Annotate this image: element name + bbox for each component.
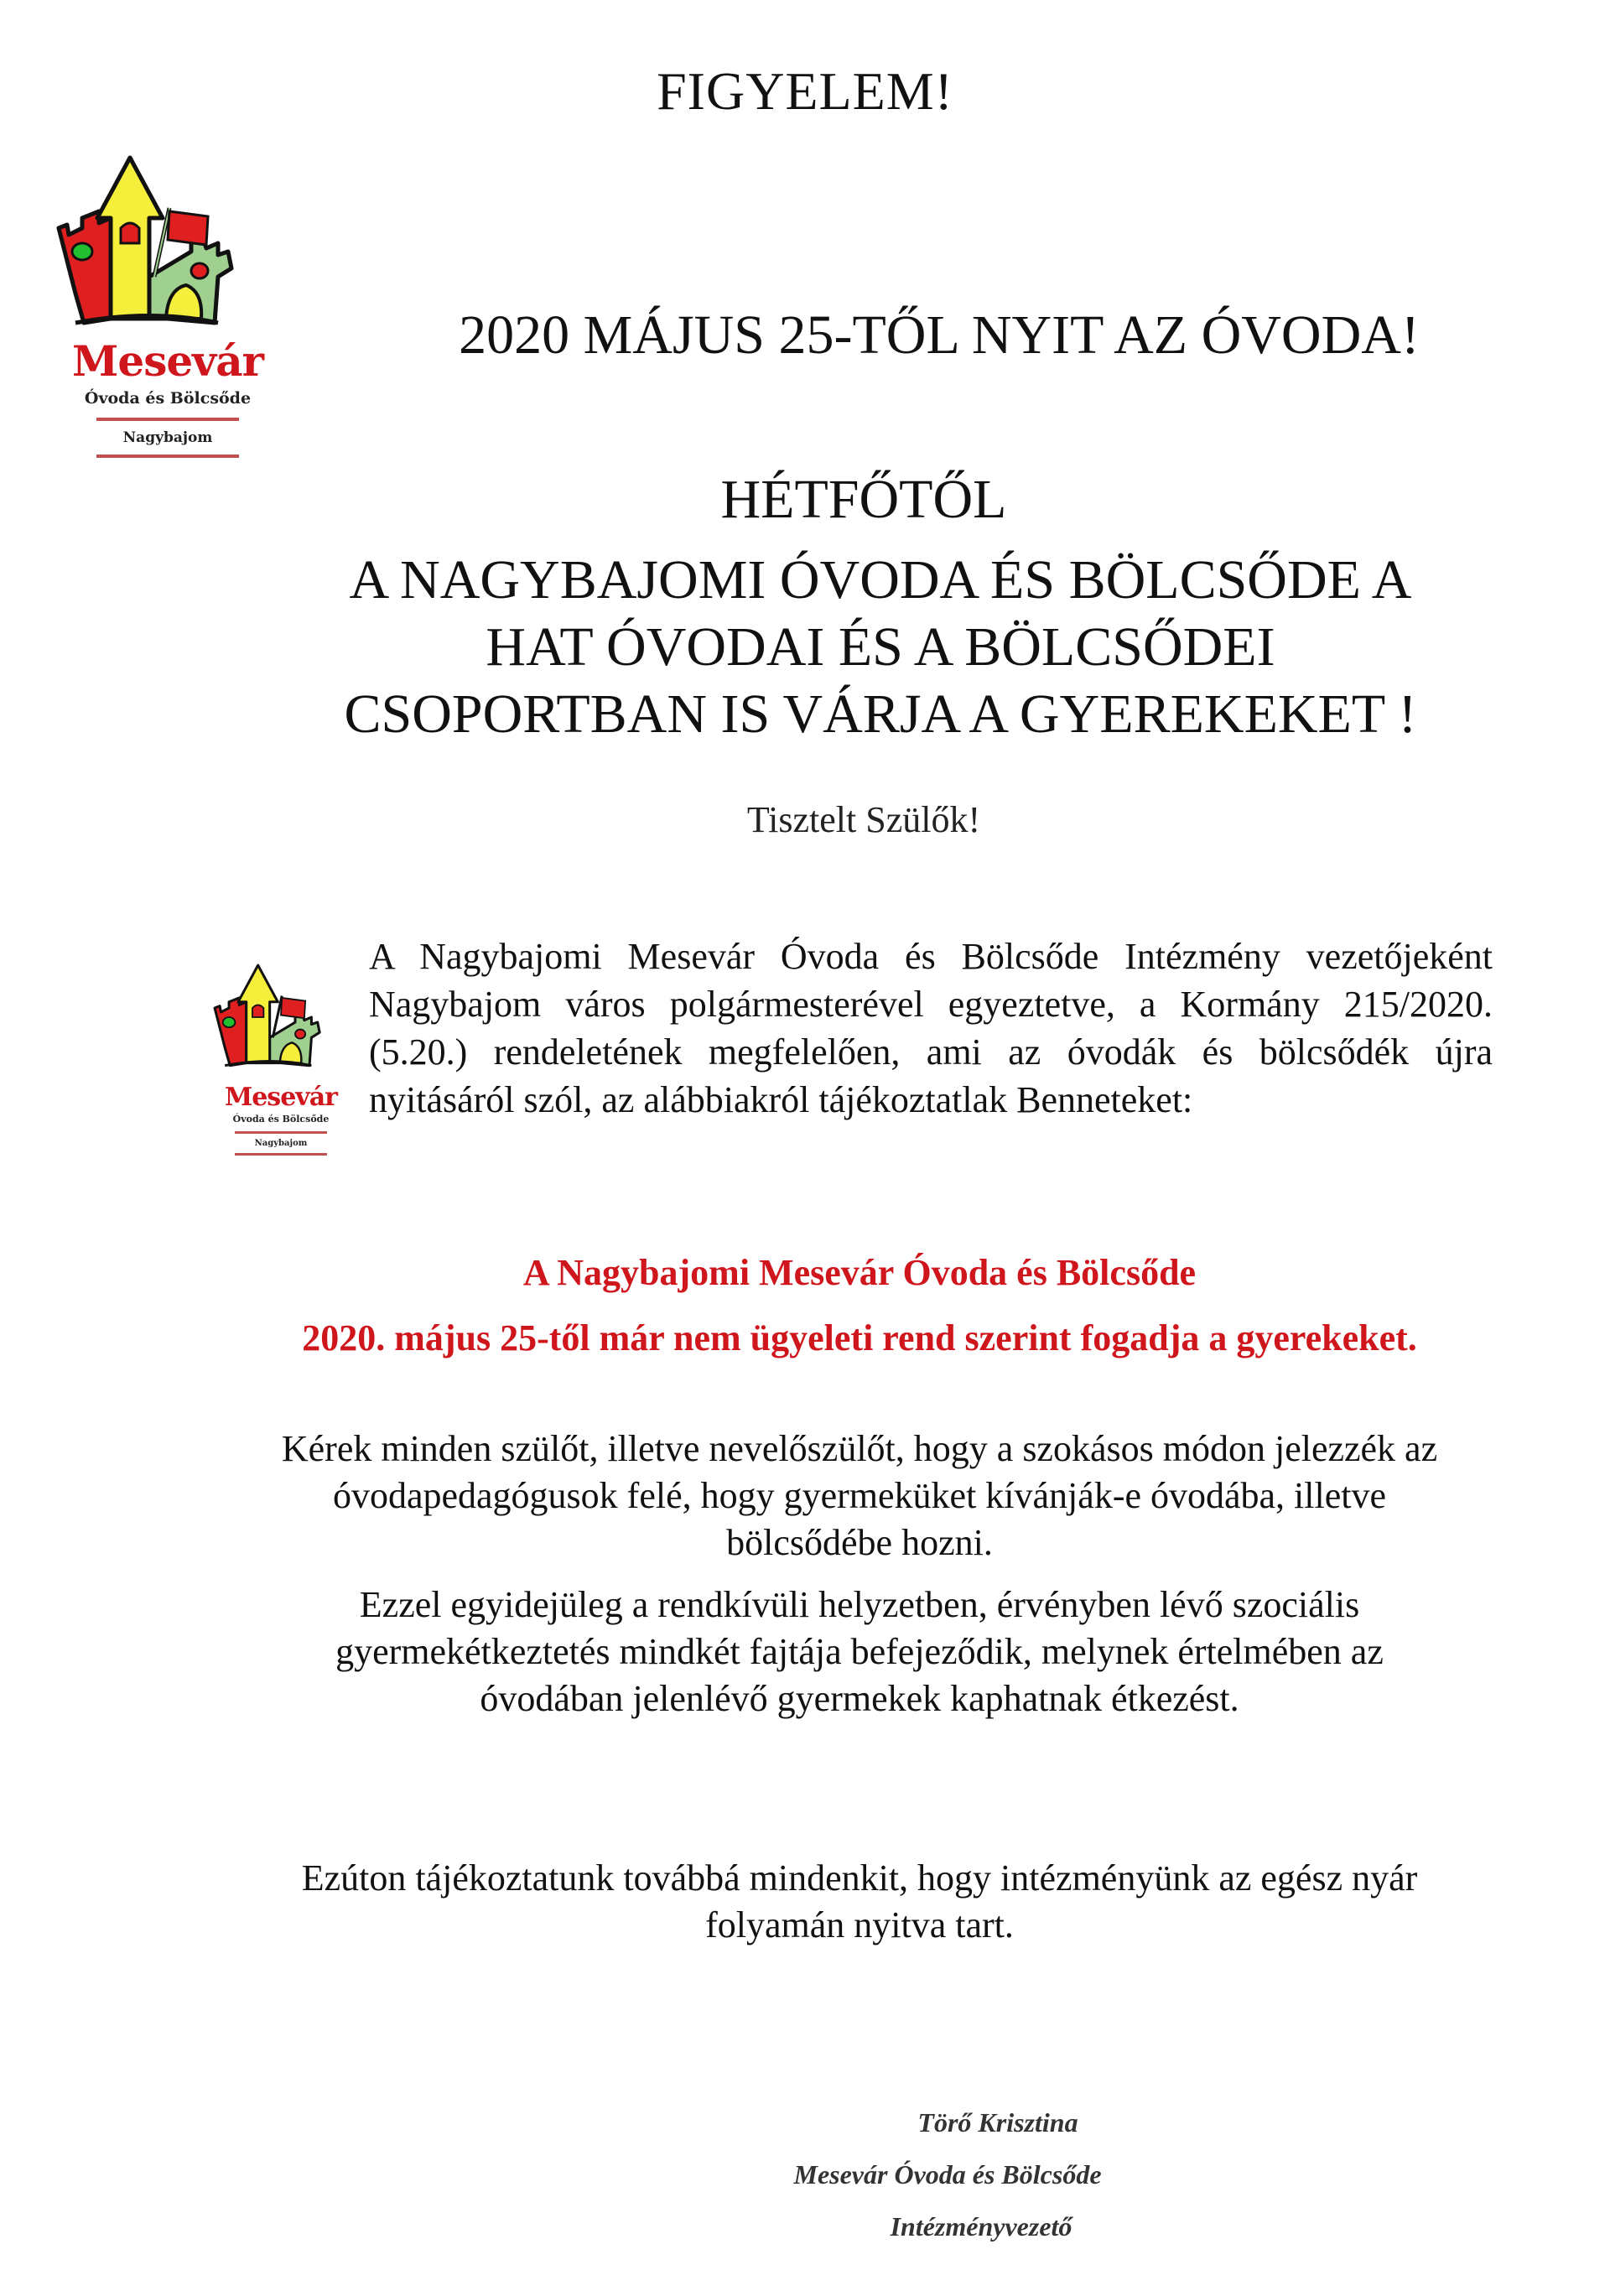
logo-divider	[96, 418, 239, 421]
logo-name: Mesevár	[225, 1083, 337, 1112]
logo-name: Mesevár	[72, 336, 263, 386]
headline: 2020 MÁJUS 25-TŐL NYIT AZ ÓVODA!	[459, 304, 1420, 366]
signature-institution: Mesevár Óvoda és Bölcsőde	[793, 2159, 1102, 2190]
signature-role: Intézményvezető	[890, 2211, 1072, 2241]
logo-divider	[96, 455, 239, 458]
signature-name: Törő Krisztina	[917, 2107, 1078, 2138]
caps-block	[193, 547, 1568, 748]
document-title: FIGYELEM!	[657, 61, 953, 121]
highlight-line-2: 2020. május 25-től már nem ügyeleti rend szerint fogadja a gyerekeket.	[302, 1317, 1417, 1358]
intro-paragraph: A Nagybajomi Mesevár Óvoda és Bölcsőde Intézmény vezetőjeként Nagybajom város polgármesterével egyeztetve, a Kormány 215/2020.(5.20.) rendeletének megfelelően, ami az óvodák és bölcsődék újra nyitásáról szól, az alábbiakról tájékoztatlak Benneteket:	[369, 936, 1493, 1120]
body-paragraph: Kérek minden szülőt, illetve nevelőszülőt, hogy a szokásos módon jelezzék az óvodapedagógusok felé, hogy gyermeküket kívánják-e óvodába, illetve bölcsődébe hozni.	[281, 1428, 1438, 1563]
logo-town: Nagybajom	[254, 1139, 308, 1148]
logo-top	[50, 151, 285, 453]
caps-line: CSOPORTBAN IS VÁRJA A GYEREKEKET !	[344, 683, 1417, 745]
logo-divider	[235, 1153, 327, 1156]
castle-logo-icon	[210, 954, 352, 1080]
caps-line: A NAGYBAJOMI ÓVODA ÉS BÖLCSŐDE A	[349, 549, 1412, 610]
closing-paragraph: Ezúton tájékoztatunk továbbá mindenkit, hogy intézményünk az egész nyár folyamán nyitva tart.	[301, 1857, 1418, 1945]
caps-line: HAT ÓVODAI ÉS A BÖLCSŐDEI	[486, 616, 1275, 678]
logo-subtitle: Óvoda és Bölcsőde	[232, 1114, 330, 1125]
greeting: Tisztelt Szülők!	[746, 799, 981, 840]
logo-subtitle: Óvoda és Bölcsőde	[84, 389, 252, 408]
castle-logo-icon	[50, 151, 285, 335]
logo-inline	[210, 954, 352, 1181]
body-paragraph: Ezzel egyidejüleg a rendkívüli helyzetben, érvényben lévő szociális gyermekétkeztetés mindkét fajtája befejeződik, melynek értelmében az óvodában jelenlévő gyermekek kaphatnak étkezést.	[335, 1584, 1384, 1719]
body-paragraphs	[168, 1426, 1551, 1738]
caps-line: HÉTFŐTŐL	[720, 469, 1007, 530]
logo-town: Nagybajom	[122, 429, 213, 446]
logo-divider	[235, 1131, 327, 1134]
highlight-line-1: A Nagybajomi Mesevár Óvoda és Bölcsőde	[522, 1252, 1197, 1293]
